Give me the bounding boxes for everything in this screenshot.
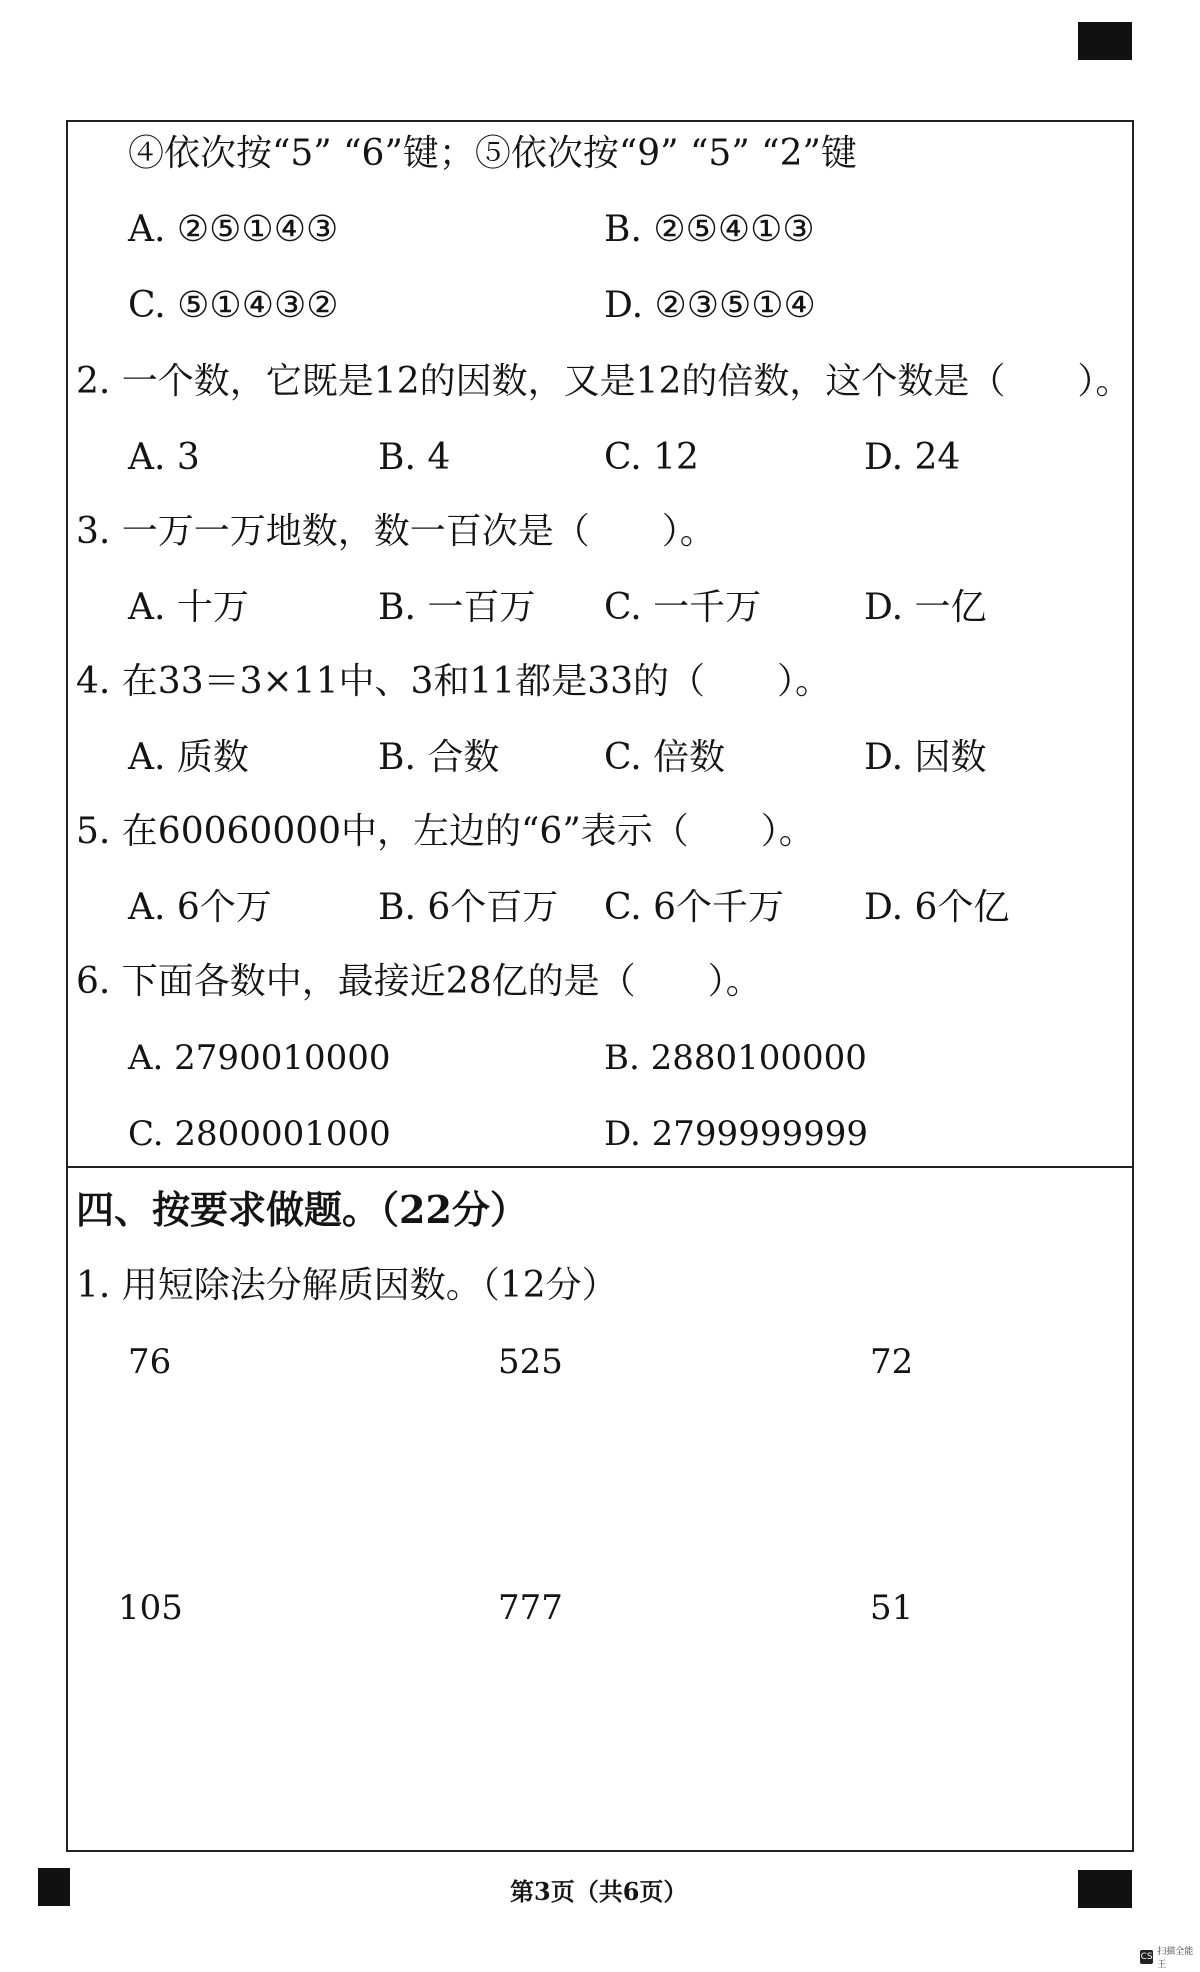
q5-option-c: C. 6个千万 — [604, 887, 785, 928]
q6-option-d: D. 2799999999 — [604, 1114, 868, 1154]
q1-step-line: ④依次按“5” “6”键；⑤依次按“9” “5” “2”键 — [128, 133, 857, 174]
factor-number-525: 525 — [498, 1342, 563, 1382]
q3-option-d: D. 一亿 — [864, 587, 987, 628]
factor-number-105: 105 — [118, 1588, 183, 1628]
q4-option-a: A. 质数 — [128, 737, 249, 778]
scanner-logo-text: 扫描全能王 — [1157, 1947, 1194, 1970]
q4-option-d: D. 因数 — [864, 737, 987, 778]
q6-option-c: C. 2800001000 — [128, 1114, 391, 1154]
q5-option-a: A. 6个万 — [128, 887, 272, 928]
factor-number-51: 51 — [870, 1588, 914, 1628]
q4-option-c: C. 倍数 — [604, 737, 726, 778]
q5-stem: 5. 在60060000中，左边的“6”表示（ ）。 — [76, 811, 815, 852]
q3-option-c: C. 一千万 — [604, 587, 762, 628]
page-number: 第3页（共6页） — [510, 1877, 688, 1906]
q6-stem: 6. 下面各数中，最接近28亿的是（ ）。 — [76, 961, 762, 1002]
q2-option-a: A. 3 — [128, 437, 200, 478]
section4-subquestion-1: 1. 用短除法分解质因数。（12分） — [76, 1265, 618, 1306]
q5-option-d: D. 6个亿 — [864, 887, 1010, 928]
section4-heading: 四、按要求做题。（22分） — [76, 1187, 528, 1232]
q6-option-b: B. 2880100000 — [604, 1038, 867, 1078]
corner-mark-top-right — [1078, 22, 1132, 60]
q6-option-a: A. 2790010000 — [128, 1038, 391, 1078]
factor-number-76: 76 — [128, 1342, 172, 1382]
q1-option-d: D. ②③⑤①④ — [604, 285, 816, 326]
q2-option-c: C. 12 — [604, 437, 699, 478]
section-divider — [66, 1166, 1134, 1168]
corner-mark-bottom-left — [38, 1868, 70, 1906]
factor-number-777: 777 — [498, 1588, 563, 1628]
scanner-logo-icon: CS — [1140, 1952, 1153, 1962]
q3-option-b: B. 一百万 — [378, 587, 536, 628]
q4-option-b: B. 合数 — [378, 737, 500, 778]
q1-option-c: C. ⑤①④③② — [128, 285, 339, 326]
q2-stem: 2. 一个数，它既是12的因数，又是12的倍数，这个数是（ ）。 — [76, 361, 1132, 402]
factor-number-72: 72 — [870, 1342, 914, 1382]
q2-option-d: D. 24 — [864, 437, 961, 478]
q2-option-b: B. 4 — [378, 437, 451, 478]
q1-option-b: B. ②⑤④①③ — [604, 209, 815, 250]
q3-stem: 3. 一万一万地数，数一百次是（ ）。 — [76, 511, 716, 552]
q5-option-b: B. 6个百万 — [378, 887, 559, 928]
q3-option-a: A. 十万 — [128, 587, 249, 628]
q4-stem: 4. 在33＝3×11中、3和11都是33的（ ）。 — [76, 661, 831, 702]
q1-option-a: A. ②⑤①④③ — [128, 209, 339, 250]
corner-mark-bottom-right — [1078, 1870, 1132, 1908]
scanner-logo — [1140, 1944, 1200, 1970]
